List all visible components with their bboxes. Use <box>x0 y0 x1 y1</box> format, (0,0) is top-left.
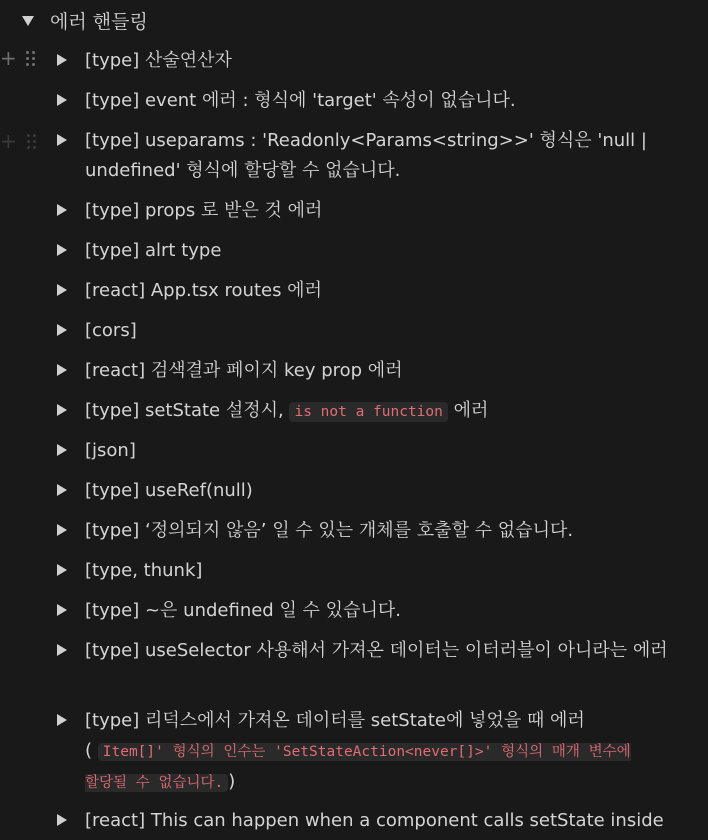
triangle-right-icon[interactable] <box>57 714 67 726</box>
inline-code: Item[]' 형식의 인수는 'SetStateAction<never[]>' 형식의 매개 변수에 할당될 수 없습니다. <box>85 744 631 791</box>
plus-icon[interactable]: + <box>0 129 17 153</box>
toggle-header[interactable] <box>22 6 148 34</box>
triangle-right-icon[interactable] <box>57 484 67 496</box>
list-item-text: [react] App.tsx routes 에러 <box>85 280 322 301</box>
text-segment: 에러 <box>447 400 489 421</box>
list-item-text: [type] ‘정의되지 않음’ 일 수 있는 개체를 호출할 수 없습니다. <box>85 520 574 541</box>
list-item-text: [react] 검색결과 페이지 key prop 에러 <box>85 360 403 381</box>
list-item-text: [type] event 에러 : 형식에 'target' 속성이 없습니다. <box>85 90 516 111</box>
triangle-right-icon[interactable] <box>57 54 67 66</box>
list-item-text: [type, thunk] <box>85 560 203 581</box>
text-segment: ) <box>228 771 236 792</box>
triangle-right-icon[interactable] <box>57 404 67 416</box>
block-handle <box>0 48 36 68</box>
triangle-right-icon[interactable] <box>57 564 67 576</box>
list-item-text: [type] ~은 undefined 일 수 있습니다. <box>85 600 401 621</box>
text-segment: [type] setState 설정시, <box>85 400 290 421</box>
list-item-text: [json] <box>85 440 136 461</box>
plus-icon[interactable]: + <box>0 46 17 70</box>
list-item-text: [react] This can happen when a component calls setState inside <box>85 810 664 831</box>
inline-code: is not a function <box>289 402 447 422</box>
drag-handle-icon[interactable] <box>27 133 37 149</box>
triangle-right-icon[interactable] <box>57 284 67 296</box>
triangle-right-icon[interactable] <box>57 94 67 106</box>
triangle-right-icon[interactable] <box>57 814 67 826</box>
triangle-right-icon[interactable] <box>57 364 67 376</box>
triangle-right-icon[interactable] <box>57 324 67 336</box>
triangle-right-icon[interactable] <box>57 444 67 456</box>
triangle-right-icon[interactable] <box>57 604 67 616</box>
list-item-text: [type] useRef(null) <box>85 480 253 501</box>
triangle-right-icon[interactable] <box>57 244 67 256</box>
list-item-text: [type] useparams : 'Readonly<Params<string>>' 형식은 'null | undefined' 형식에 할당할 수 없습니다. <box>85 130 647 181</box>
list-item-text: [cors] <box>85 320 137 341</box>
triangle-right-icon[interactable] <box>57 524 67 536</box>
list-item-text <box>85 396 675 427</box>
list-item-text: [type] props 로 받은 것 에러 <box>85 200 323 221</box>
list-item-text: [type] alrt type <box>85 240 222 261</box>
list-item-text <box>85 706 675 798</box>
list-item-text: [type] 산술연산자 <box>85 50 232 71</box>
triangle-right-icon[interactable] <box>57 204 67 216</box>
text-segment: ( <box>85 740 93 761</box>
drag-handle-icon[interactable] <box>26 50 36 66</box>
toggle-title: 에러 핸들링 <box>50 10 148 33</box>
list-item-text: [type] useSelector 사용해서 가져온 데이터는 이터러블이 아니라는 에러 <box>85 640 668 661</box>
triangle-down-icon[interactable] <box>22 16 34 26</box>
triangle-right-icon[interactable] <box>57 134 67 146</box>
triangle-right-icon[interactable] <box>57 644 67 656</box>
text-segment: [type] 리덕스에서 가져온 데이터를 setState에 넣었을 때 에러 <box>85 710 585 731</box>
